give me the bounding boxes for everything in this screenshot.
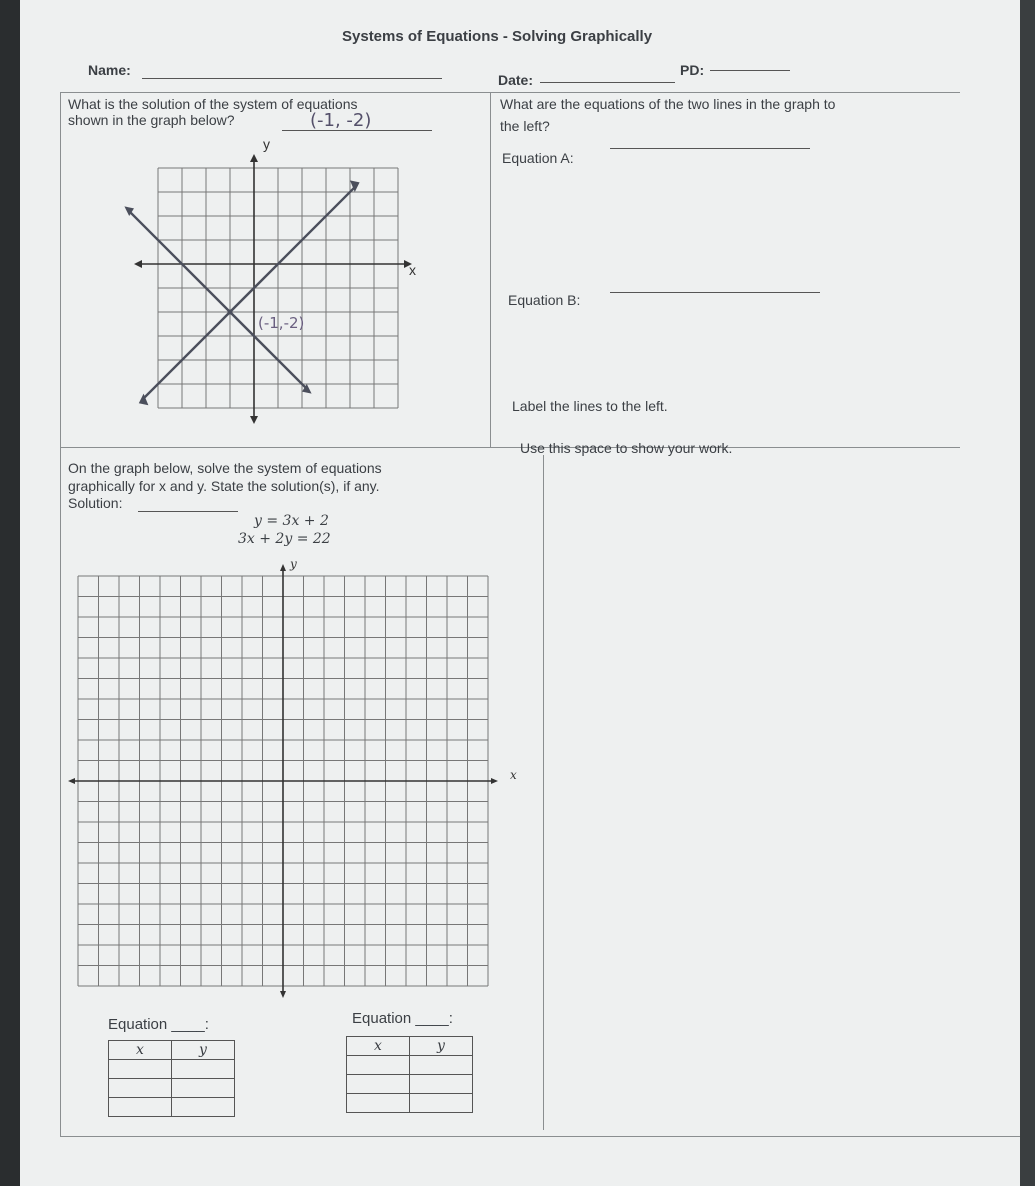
frame-top [60,92,960,93]
table1-cell[interactable] [172,1079,235,1098]
table1-label: Equation ____: [108,1016,209,1033]
table1-cell[interactable] [109,1098,172,1117]
graph2[interactable] [68,557,517,998]
graph2-grid [68,564,498,998]
work-space-prompt: Use this space to show your work. [520,440,733,456]
q1-text-line2: shown in the graph below? [68,112,235,128]
equation-2: 3x + 2y = 22 [238,531,331,547]
graph1[interactable] [118,136,418,440]
graph1-intersection-point [228,310,233,315]
graph2-x-arrow [491,778,498,784]
worksheet-title: Systems of Equations - Solving Graphically [342,28,653,45]
table2-cell[interactable] [347,1056,410,1075]
name-blank[interactable] [142,78,442,79]
pd-label: PD: [680,62,705,78]
table1 [108,1040,235,1117]
table1-cell[interactable] [109,1079,172,1098]
graph1-y-arrow [250,416,258,424]
q1-handwritten-answer: (-1, -2) [310,110,372,131]
graph2-x-label: x [510,768,517,782]
graph1-lines [124,180,359,405]
graph2-x-arrow [68,778,75,784]
table2-col-x: x [347,1037,410,1056]
name-label: Name: [88,62,131,78]
table1-cell[interactable] [109,1060,172,1079]
table1-col-y: y [172,1041,235,1060]
pd-blank[interactable] [710,70,790,71]
q2-text-line1: What are the equations of the two lines in the graph to [500,96,836,112]
table1-cell[interactable] [172,1060,235,1079]
solution-blank[interactable] [138,511,238,512]
q1-text-line1: What is the solution of the system of equations [68,96,358,112]
graph2-y-arrow [280,564,286,571]
table2-col-y: y [410,1037,473,1056]
table2-label: Equation ____: [352,1010,453,1027]
table2-cell[interactable] [410,1075,473,1094]
q2-text-line2: the left? [500,118,550,134]
solution-label: Solution: [68,495,123,511]
label-lines-instruction: Label the lines to the left. [512,398,668,414]
table1-cell[interactable] [172,1098,235,1117]
graph1-y-arrow [250,154,258,162]
equation-b-label: Equation B: [508,292,581,308]
equation-a-blank[interactable] [610,148,810,149]
graph1-point-label: (-1,-2) [258,314,305,332]
frame-left [60,92,61,1137]
graph1-y-label: y [263,136,270,152]
q3-text-line1: On the graph below, solve the system of equations [68,460,382,476]
table2-cell[interactable] [410,1056,473,1075]
q3-text-line2: graphically for x and y. State the solution(s), if any. [68,478,380,494]
equation-a-label: Equation A: [502,150,574,166]
table2 [346,1036,473,1113]
equation-1: y = 3x + 2 [254,513,329,529]
worksheet [20,0,1020,1186]
graph2-y-label: y [290,557,297,571]
graph1-x-arrow [134,260,142,268]
date-label: Date: [498,72,534,88]
graph1-line-b [129,211,307,389]
table2-cell[interactable] [410,1094,473,1113]
table1-col-x: x [109,1041,172,1060]
frame-bottom [60,1136,1020,1137]
table2-cell[interactable] [347,1094,410,1113]
graph2-y-arrow [280,991,286,998]
date-blank[interactable] [540,82,675,83]
divider-bottom [543,455,544,1130]
table2-cell[interactable] [347,1075,410,1094]
graph1-x-label: x [409,262,416,278]
graph1-line-a [144,187,355,398]
equation-b-blank[interactable] [610,292,820,293]
section-rule [60,447,960,448]
graph1-grid [134,154,412,424]
divider-top [490,92,491,447]
